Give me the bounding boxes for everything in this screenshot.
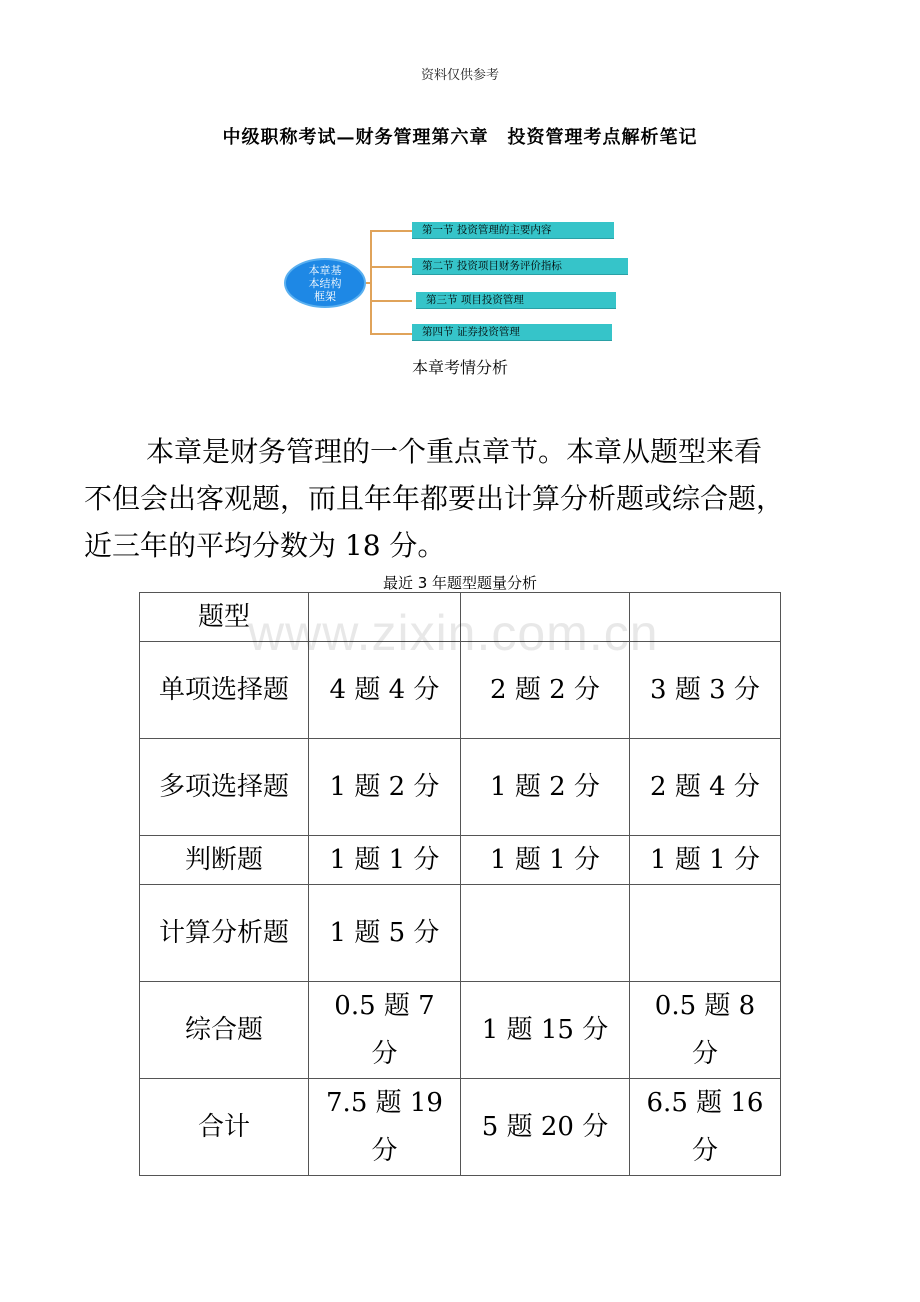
table-cell: 2 题 4 分: [630, 739, 781, 836]
table-cell: 2 题 2 分: [461, 642, 630, 739]
diagram-center-label: 本章基本结构框架: [308, 263, 342, 303]
table-caption: 最近 3 年题型题量分析: [382, 574, 538, 592]
table-cell: 3 题 3 分: [630, 642, 781, 739]
table-cell: 1 题 1 分: [630, 836, 781, 885]
table-cell: 1 题 5 分: [309, 885, 461, 982]
table-cell: 0.5 题 8 分: [630, 982, 781, 1079]
table-cell: 题型: [140, 593, 309, 642]
table-cell: 6.5 题 16 分: [630, 1079, 781, 1176]
table-cell: [630, 593, 781, 642]
table-row: [140, 885, 781, 982]
table-row: [140, 593, 781, 642]
chapter-structure-diagram: [282, 214, 632, 346]
paragraph-line-3: 近三年的平均分数为 18 分。: [84, 529, 446, 562]
table-cell: 4 题 4 分: [309, 642, 461, 739]
table-cell: 1 题 1 分: [309, 836, 461, 885]
table-cell: 7.5 题 19 分: [309, 1079, 461, 1176]
table-cell: 1 题 2 分: [461, 739, 630, 836]
diagram-section-2: 第二节 投资项目财务评价指标: [412, 258, 628, 275]
paragraph-line-2: 不但会出客观题，而且年年都要出计算分析题或综合题，: [84, 482, 785, 515]
table-cell: 1 题 2 分: [309, 739, 461, 836]
diagram-section-1: 第一节 投资管理的主要内容: [412, 222, 614, 239]
document-title: 中级职称考试—财务管理第六章 投资管理考点解析笔记: [222, 127, 698, 148]
intro-paragraph: [84, 428, 864, 569]
table-cell: [309, 593, 461, 642]
diagram-caption: 本章考情分析: [411, 358, 508, 377]
table-cell: 计算分析题: [140, 885, 309, 982]
table-cell: 判断题: [140, 836, 309, 885]
table-row: [140, 836, 781, 885]
table-cell: [461, 593, 630, 642]
table-row: [140, 1079, 781, 1176]
table-cell: 5 题 20 分: [461, 1079, 630, 1176]
table-cell: 单项选择题: [140, 642, 309, 739]
table-row: [140, 982, 781, 1079]
table-cell: 合计: [140, 1079, 309, 1176]
diagram-connector: [370, 333, 412, 335]
diagram-connector: [370, 230, 412, 232]
table-cell: 1 题 15 分: [461, 982, 630, 1079]
diagram-section-3: 第三节 项目投资管理: [416, 292, 616, 309]
table-row: [140, 642, 781, 739]
table-cell: [461, 885, 630, 982]
paragraph-line-1: 本章是财务管理的一个重点章节。本章从题型来看: [146, 435, 763, 468]
table-cell: 多项选择题: [140, 739, 309, 836]
table-cell: 1 题 1 分: [461, 836, 630, 885]
diagram-connector: [370, 266, 412, 268]
diagram-connector: [370, 300, 412, 302]
question-type-table: [139, 592, 781, 1176]
diagram-section-4: 第四节 证券投资管理: [412, 324, 612, 341]
table-cell: 0.5 题 7 分: [309, 982, 461, 1079]
table-cell: 综合题: [140, 982, 309, 1079]
table-cell: [630, 885, 781, 982]
watermark: www.zixin.com.cn: [248, 605, 659, 661]
header-note: 资料仅供参考: [420, 68, 499, 83]
diagram-center-oval: [284, 258, 366, 308]
table-row: [140, 739, 781, 836]
diagram-bracket: [370, 231, 372, 335]
